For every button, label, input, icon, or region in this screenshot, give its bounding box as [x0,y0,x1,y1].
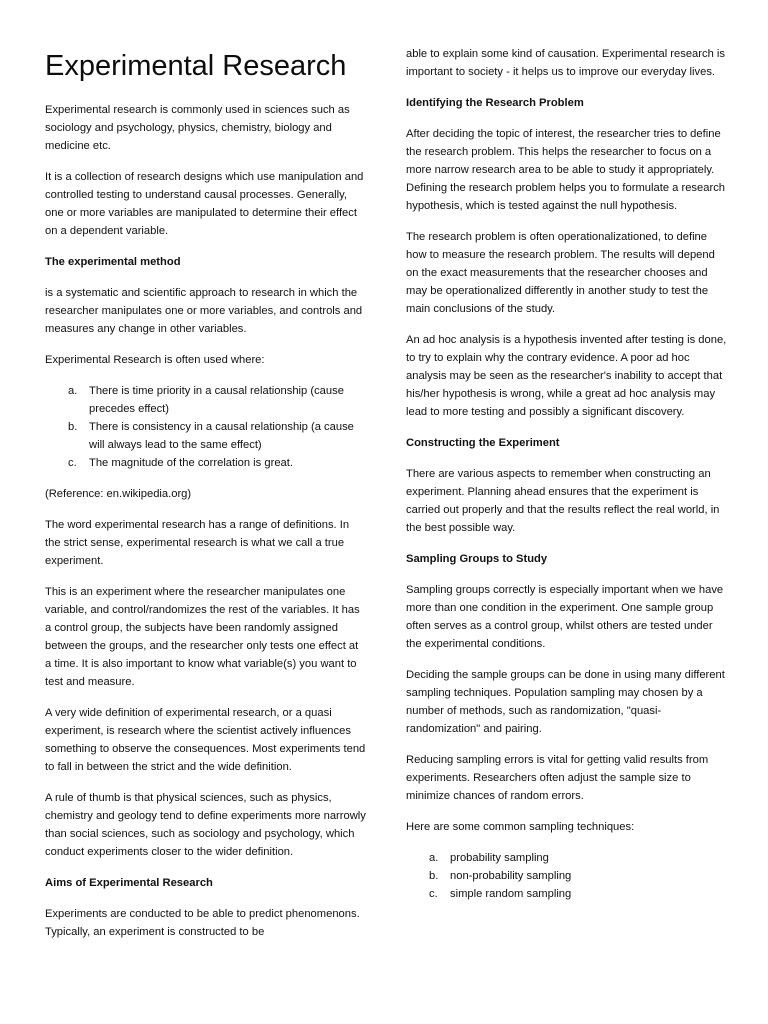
reference-paragraph: (Reference: en.wikipedia.org) [45,488,192,500]
list-marker: b. [68,421,78,433]
true-experiment-paragraph: This is an experiment where the researcher manipulates one variable, and control/randomizes the rest of the variables. It has a control group, the subjects have been randomly assigned between the groups, and the researcher only tests one effect at a time. It is also important to know what variable(s) you want to test and measure. [45,586,360,688]
list-item-text: The magnitude of the correlation is great. [89,457,293,469]
list-item [45,454,367,472]
rule-of-thumb-paragraph: A rule of thumb is that physical sciences, such as physics, chemistry and geology tend to define experiments more narrowly than social sciences, such as sociology and psychology, which conduct experiments closer to the wider definition. [45,792,366,858]
left-column [45,101,367,954]
list-marker: c. [68,457,77,469]
research-problem-paragraph: After deciding the topic of interest, the researcher tries to define the research problem. This helps the researcher to focus on a more narrow research area to be able to study it appropriately. Defining the research problem helps you to formulate a research hypothesis, which is tested against the null hypothesis. [406,128,726,212]
definition-paragraph: It is a collection of research designs which use manipulation and controlled testing to understand causal processes. Generally, one or more variables are manipulated to determine their effect on a dependent variable. [45,171,364,237]
method-paragraph: is a systematic and scientific approach to research in which the researcher manipulates one or more variables, and controls and measures any change in other variables. [45,287,363,335]
list-marker: c. [429,888,438,900]
usage-list [45,382,367,472]
constructing-paragraph: There are various aspects to remember when constructing an experiment. Planning ahead ensures that the experiment is carried out properly and that the results reflect the real world, in the best possible way. [406,468,720,534]
intro-paragraph: Experimental research is commonly used in sciences such as sociology and psychology, physics, chemistry, biology and medicine etc. [45,104,350,152]
aims-paragraph: Experiments are conducted to be able to predict phenomenons. Typically, an experiment is constructed to be [45,908,360,938]
causation-paragraph: able to explain some kind of causation. Experimental research is important to society - it helps us to improve our everyday lives. [406,48,726,78]
list-item [406,867,728,885]
sampling-errors-paragraph: Reducing sampling errors is vital for getting valid results from experiments. Researchers often adjust the sample size to minimize chances of random errors. [406,754,709,802]
right-column [406,45,728,916]
strict-definition-paragraph: The word experimental research has a range of definitions. In the strict sense, experimental research is what we call a true experiment. [45,519,350,567]
page-title: Experimental Research [45,50,347,82]
list-item-text: There is consistency in a causal relationship (a cause will always lead to the same effect) [89,421,354,451]
section-heading-sampling: Sampling Groups to Study [406,553,548,565]
techniques-intro-paragraph: Here are some common sampling techniques: [406,821,635,833]
operationalization-paragraph: The research problem is often operationalizationed, to define how to measure the research problem. The results will depend on the exact measurements that the researcher chooses and may be operationalized differently in another study to test the main conclusions of the study. [406,231,715,315]
list-item [406,885,728,903]
ad-hoc-paragraph: An ad hoc analysis is a hypothesis invented after testing is done, to try to explain why the contrary evidence. A poor ad hoc analysis may be seen as the researcher's inability to accept that his/her hypothesis is wrong, while a great ad hoc analysis may lead to more testing and possibly a significant discovery. [406,334,727,418]
section-heading-experimental-method: The experimental method [45,256,181,268]
list-marker: a. [68,385,78,397]
sampling-groups-paragraph: Sampling groups correctly is especially important when we have more than one condition in the experiment. One sample group often serves as a control group, whilst others are tested under the experimental conditions. [406,584,724,650]
list-item-text: There is time priority in a causal relationship (cause precedes effect) [89,385,344,415]
sampling-list [406,849,728,903]
list-marker: b. [429,870,439,882]
section-heading-constructing: Constructing the Experiment [406,437,560,449]
list-item [406,849,728,867]
usage-intro-paragraph: Experimental Research is often used where: [45,354,265,366]
list-item [45,418,367,454]
quasi-experiment-paragraph: A very wide definition of experimental research, or a quasi experiment, is research where the scientist actively influences something to observe the consequences. Most experiments tend to fall in between the strict and the wide definition. [45,707,366,773]
list-item [45,382,367,418]
list-marker: a. [429,852,439,864]
section-heading-research-problem: Identifying the Research Problem [406,97,584,109]
list-item-text: non-probability sampling [450,870,572,882]
section-heading-aims: Aims of Experimental Research [45,877,213,889]
list-item-text: simple random sampling [450,888,572,900]
sampling-techniques-paragraph: Deciding the sample groups can be done in using many different sampling techniques. Population sampling may chosen by a number of methods, such as randomization, "quasi-randomization" and pairing. [406,669,725,735]
list-item-text: probability sampling [450,852,549,864]
